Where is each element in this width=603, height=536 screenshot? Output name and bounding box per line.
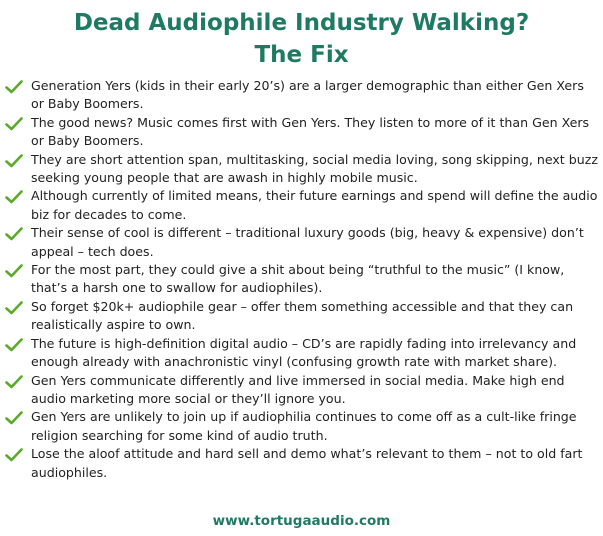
list-item <box>0 445 603 482</box>
list-item-text: Although currently of limited means, their future earnings and spend will define the audio biz for decades to come. <box>31 188 598 222</box>
list-item <box>0 224 603 261</box>
checkmark-icon <box>5 411 23 425</box>
checkmark-icon <box>5 80 23 94</box>
list-item-text: The future is high-definition digital audio – CD’s are rapidly fading into irrelevancy and enough already with anachronistic vinyl (confusing growth rate with market share). <box>31 335 577 370</box>
checkmark-icon <box>5 375 23 389</box>
checkmark-icon <box>5 227 23 241</box>
checkmark-icon <box>5 117 23 131</box>
page-title: Dead Audiophile Industry Walking? <box>73 10 530 36</box>
checkmark-icon <box>5 154 23 168</box>
list-item <box>0 335 603 372</box>
list-item <box>0 372 603 409</box>
list-item-text: So forget $20k+ audiophile gear – offer them something accessible and that they can realistically aspire to own. <box>31 298 574 333</box>
list-item <box>0 298 603 335</box>
fix-list <box>0 77 603 482</box>
list-item-text: They are short attention span, multitasking, social media loving, song skipping, next buzz seeking young people that are awash in highly mobile music. <box>31 151 598 186</box>
list-item-text: The good news? Music comes first with Gen Yers. They listen to more of it than Gen Xers or Baby Boomers. <box>31 114 590 149</box>
checkmark-icon <box>5 448 23 462</box>
list-item <box>0 408 603 445</box>
list-item <box>0 187 603 224</box>
list-item <box>0 151 603 188</box>
list-item-text: Gen Yers are unlikely to join up if audiophilia continues to come off as a cult-like fringe religion searching for some kind of audio truth. <box>31 409 577 443</box>
website-link[interactable]: www.tortugaaudio.com <box>212 513 391 529</box>
checkmark-icon <box>5 338 23 352</box>
checkmark-icon <box>5 264 23 278</box>
list-item-text: Generation Yers (kids in their early 20’s) are a larger demographic than either Gen Xers or Baby Boomers. <box>31 78 584 112</box>
list-item-text: For the most part, they could give a shit about being “truthful to the music” (I know, that’s a harsh one to swallow for audiophiles). <box>31 262 565 296</box>
list-item-text: Lose the aloof attitude and hard sell and demo what’s relevant to them – not to old fart audiophiles. <box>31 446 583 480</box>
checkmark-icon <box>5 301 23 315</box>
list-item <box>0 114 603 151</box>
list-item <box>0 261 603 298</box>
checkmark-icon <box>5 190 23 204</box>
list-item-text: Gen Yers communicate differently and live immersed in social media. Make high end audio marketing more social or they’ll ignore you. <box>31 372 565 406</box>
page-subtitle: The Fix <box>254 42 349 68</box>
list-item <box>0 77 603 114</box>
list-item-text: Their sense of cool is different – traditional luxury goods (big, heavy & expensive) don’t appeal – tech does. <box>31 225 584 259</box>
